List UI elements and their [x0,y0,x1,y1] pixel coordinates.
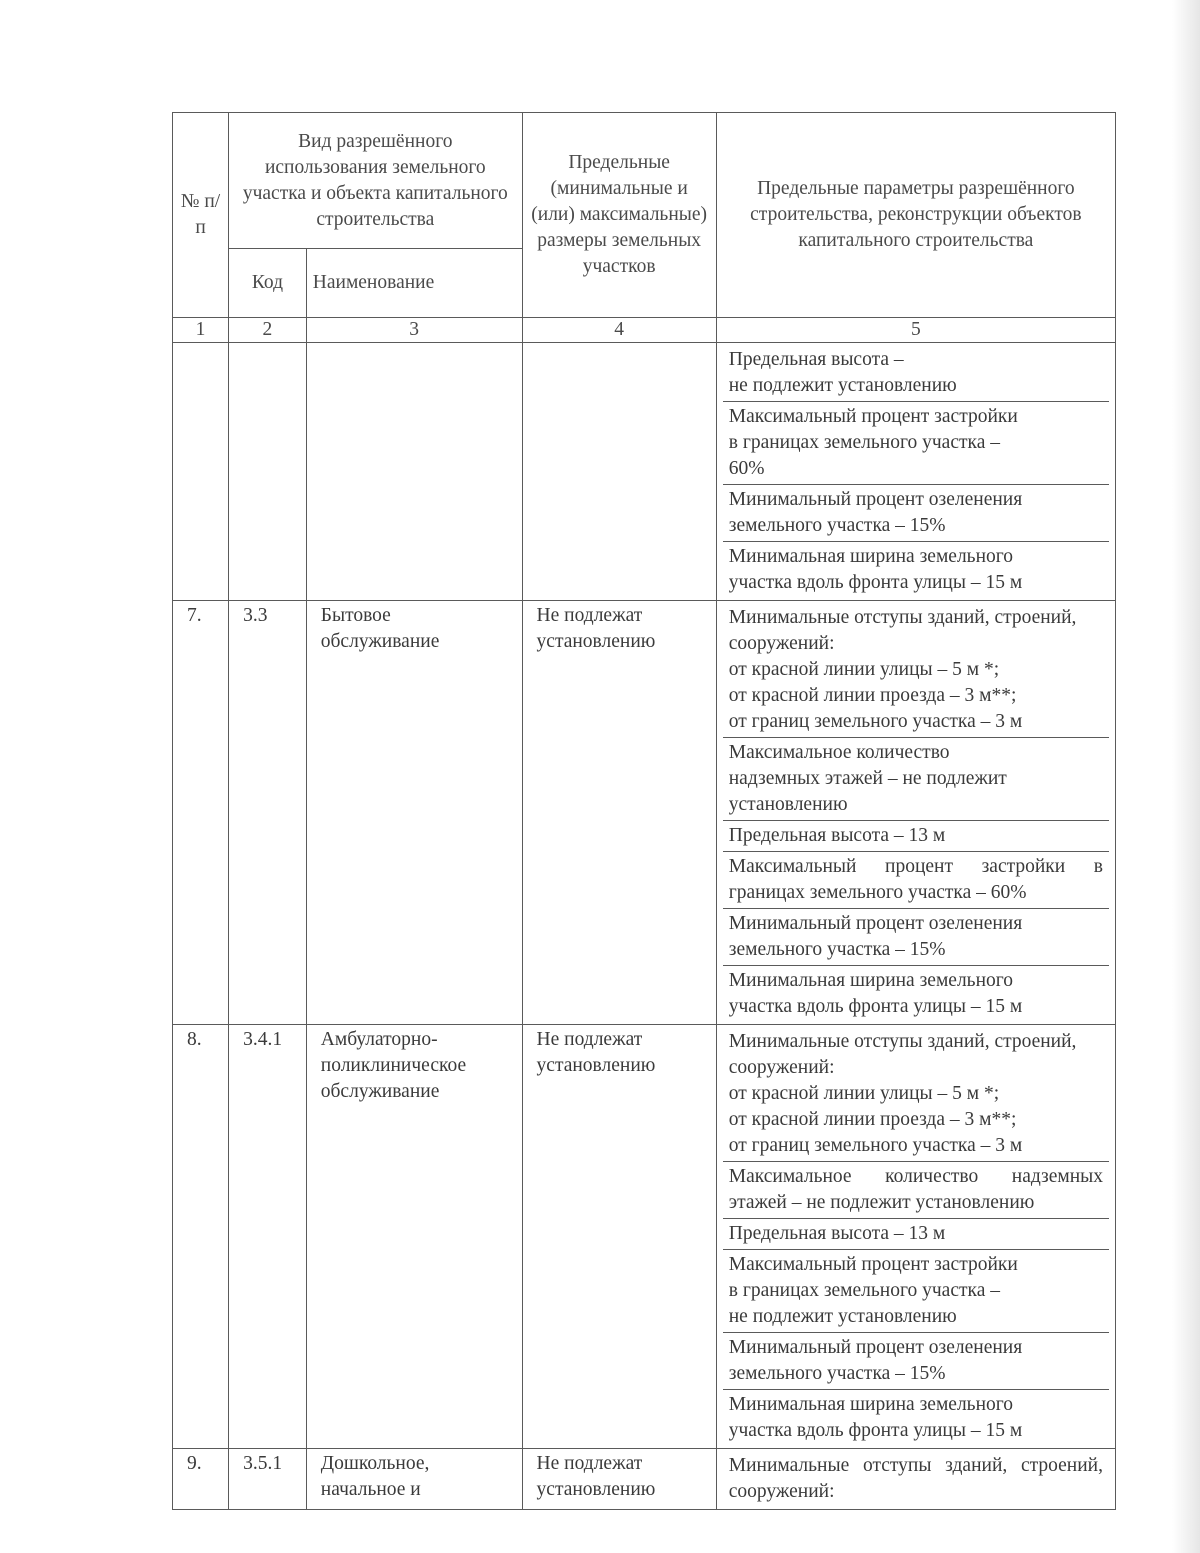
row-code: 3.5.1 [229,1449,307,1510]
header-params: Предельные параметры разрешённого строительства, реконструкции объектов капитального строительства [716,113,1115,318]
header-num: № п/п [173,113,229,318]
param-item [723,1389,1109,1446]
param-line: установлению [728,794,848,815]
row-code [229,343,307,601]
row-number [173,343,229,601]
col-number: 5 [716,318,1115,343]
param-item [723,1218,1109,1249]
table-row [173,601,1116,1025]
row-number: 9. [173,1449,229,1510]
land-use-table [172,112,1116,1510]
param-line: 60% [728,458,765,479]
param-item [723,345,1109,401]
param-item [723,401,1109,484]
param-line: земельного участка – 15% [728,939,946,960]
param-line: не подлежит установлению [728,375,957,396]
row-params [716,343,1115,601]
param-line: участка вдоль фронта улицы – 15 м [728,572,1023,593]
param-line: от границ земельного участка – 3 м [728,1135,1023,1156]
param-item [723,541,1109,598]
param-item [723,908,1109,965]
row-params [716,601,1115,1025]
row-number: 7. [173,601,229,1025]
table-row [173,343,1116,601]
param-line: Минимальный процент озеленения [728,913,1023,934]
param-line: Минимальная ширина земельного [728,546,1014,567]
param-line: Максимальное количество [728,742,950,763]
row-size: Не подлежат установлению [522,601,716,1025]
param-line: земельного участка – 15% [728,515,946,536]
column-number-row [173,318,1116,343]
param-line: Минимальные отступы зданий, строений, сооружений: [728,607,1077,654]
param-line: Минимальная ширина земельного [728,1394,1014,1415]
param-line: Минимальный процент озеленения [728,489,1023,510]
param-line: Минимальные отступы зданий, строений, сооружений: [728,1031,1077,1078]
param-line: надземных этажей – не подлежит [728,768,1007,789]
row-code: 3.3 [229,601,307,1025]
header-razmery: Предельные (минимальные и (или) максимальные) размеры земельных участков [522,113,716,318]
row-name: Дошкольное, начальное и [306,1449,522,1510]
row-params [716,1449,1115,1510]
col-number: 2 [229,318,307,343]
param-line: Максимальный процент застройки [728,1254,1018,1275]
row-code: 3.4.1 [229,1025,307,1449]
param-line: Предельная высота – [728,349,904,370]
row-number: 8. [173,1025,229,1449]
row-size [522,343,716,601]
header-naim: Наименование [306,249,522,318]
param-line: от красной линии улицы – 5 м *; [728,659,1000,680]
param-line: Минимальные отступы зданий, строений, сооружений: [728,1455,1103,1502]
param-line: Максимальный процент застройки в границах земельного участка – 60% [728,856,1103,903]
param-line: от красной линии улицы – 5 м *; [728,1083,1000,1104]
param-item [723,1249,1109,1332]
param-line: Максимальное количество надземных этажей – не подлежит установлению [728,1166,1103,1213]
param-line: Минимальная ширина земельного [728,970,1014,991]
row-name: Бытовое обслуживание [306,601,522,1025]
param-item [723,820,1109,851]
table-row [173,1025,1116,1449]
param-line: земельного участка – 15% [728,1363,946,1384]
param-item [723,1332,1109,1389]
col-number: 1 [173,318,229,343]
row-size: Не подлежат установлению [522,1025,716,1449]
param-line: Предельная высота – 13 м [728,825,946,846]
param-line: Предельная высота – 13 м [728,1223,946,1244]
col-number: 4 [522,318,716,343]
param-line: от красной линии проезда – 3 м**; [728,1109,1017,1130]
row-name [306,343,522,601]
header-vid: Вид разрешённого использования земельного участка и объекта капитального строительства [229,113,522,249]
scan-edge [1172,0,1200,1553]
param-line: от границ земельного участка – 3 м [728,711,1023,732]
param-line: в границах земельного участка – [728,1280,1000,1301]
param-line: Максимальный процент застройки [728,406,1018,427]
row-size: Не подлежат установлению [522,1449,716,1510]
row-name: Амбулаторно-поликлиническое обслуживание [306,1025,522,1449]
param-item [723,1451,1109,1507]
param-line: от красной линии проезда – 3 м**; [728,685,1017,706]
param-item [723,851,1109,908]
table-body [173,343,1116,1510]
param-line: участка вдоль фронта улицы – 15 м [728,996,1023,1017]
param-item [723,1161,1109,1218]
header-kod: Код [229,249,307,318]
param-line: в границах земельного участка – [728,432,1000,453]
row-params [716,1025,1115,1449]
param-item [723,965,1109,1022]
param-item [723,1027,1109,1161]
param-item [723,603,1109,737]
param-line: участка вдоль фронта улицы – 15 м [728,1420,1023,1441]
param-line: не подлежит установлению [728,1306,957,1327]
param-item [723,484,1109,541]
col-number: 3 [306,318,522,343]
param-line: Минимальный процент озеленения [728,1337,1023,1358]
param-item [723,737,1109,820]
header-row-1 [173,113,1116,249]
table-row [173,1449,1116,1510]
